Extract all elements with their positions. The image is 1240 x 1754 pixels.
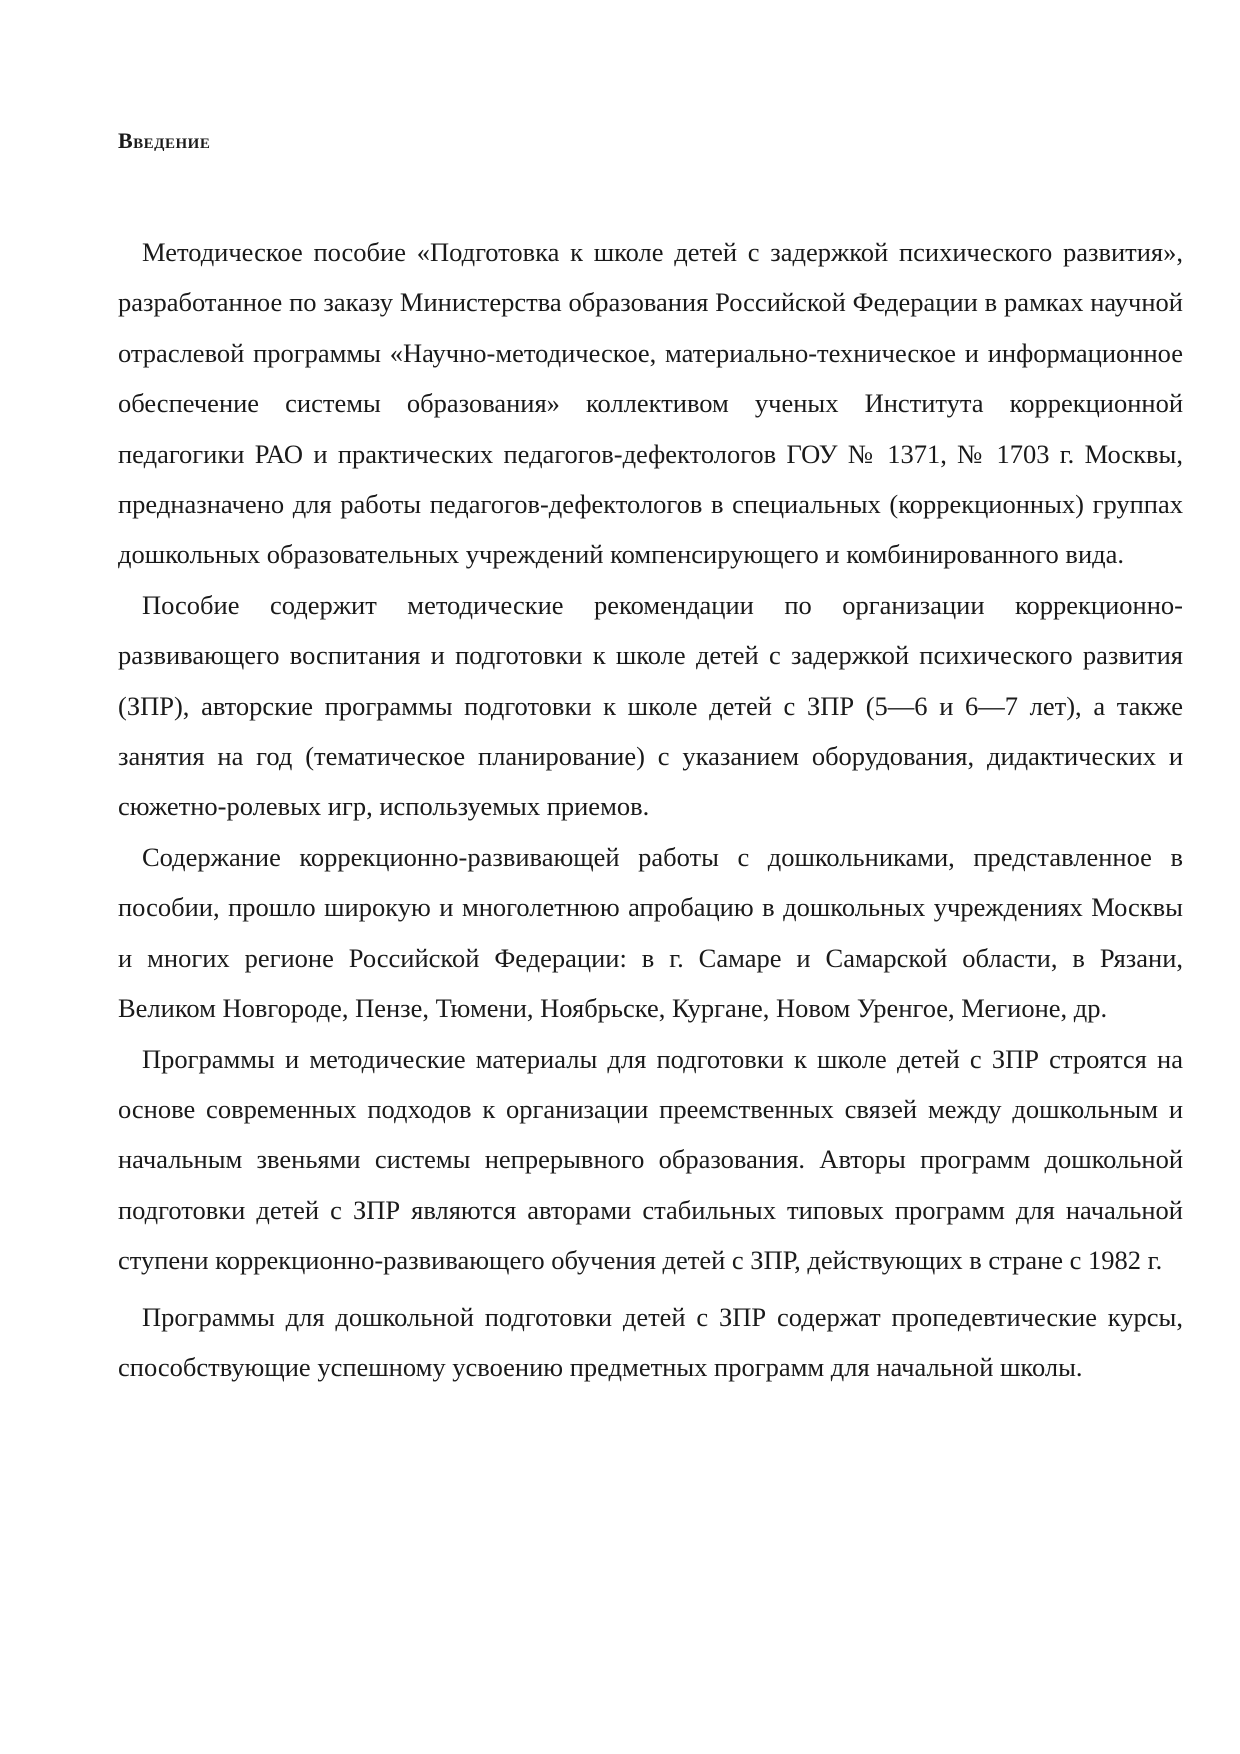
paragraph-approbation: Содержание коррекционно-развивающей работы с дошкольниками, представленное в пособии, прошло широкую и многолетнюю апробацию в дошкольных учреждениях Москвы и многих регионе Российской Федерации: в г. Самаре и Самарской области, в Рязани, Великом Новгороде, Пензе, Тюмени, Ноябрьске, Кургане, Новом Уренгое, Мегионе, др.	[118, 841, 1183, 1024]
paragraph-contents: Пособие содержит методические рекомендации по организации коррекционно-развивающего воспитания и подготовки к школе детей с задержкой психического развития (ЗПР), авторские программы подготовки к школе детей с ЗПР (5—6 и 6—7 лет), а также занятия на год (тематическое планирование) с указанием оборудования, дидактических и сюжетно-ролевых игр, используемых приемов.	[118, 589, 1183, 822]
body-text	[118, 227, 1183, 1392]
paragraph-intro: Методическое пособие «Подготовка к школе детей с задержкой психического развития», разработанное по заказу Министерства образования Российской Федерации в рамках научной отраслевой программы «Научно-методическое, материально-техническое и информационное обеспечение системы образования» коллективом ученых Института коррекционной педагогики РАО и практических педагогов-дефектологов ГОУ № 1371, № 1703 г. Москвы, предназначено для работы педагогов-дефектологов в специальных (коррекционных) группах дошкольных образовательных учреждений компенсирующего и комбинированного вида.	[118, 237, 1183, 570]
paragraph-programs: Программы и методические материалы для подготовки к школе детей с ЗПР строятся на основе современных подходов к организации преемственных связей между дошкольным и начальным звеньями системы непрерывного образования. Авторы программ дошкольной подготовки детей с ЗПР являются авторами стабильных типовых программ для начальной ступени коррекционно-развивающего обучения детей с ЗПР, действующих в стране с 1982 г.	[118, 1043, 1183, 1276]
paragraph-propaedeutic: Программы для дошкольной подготовки детей с ЗПР содержат пропедевтические курсы, способствующие успешному усвоению предметных программ для начальной школы.	[118, 1301, 1183, 1382]
section-heading: Введение	[118, 128, 211, 153]
